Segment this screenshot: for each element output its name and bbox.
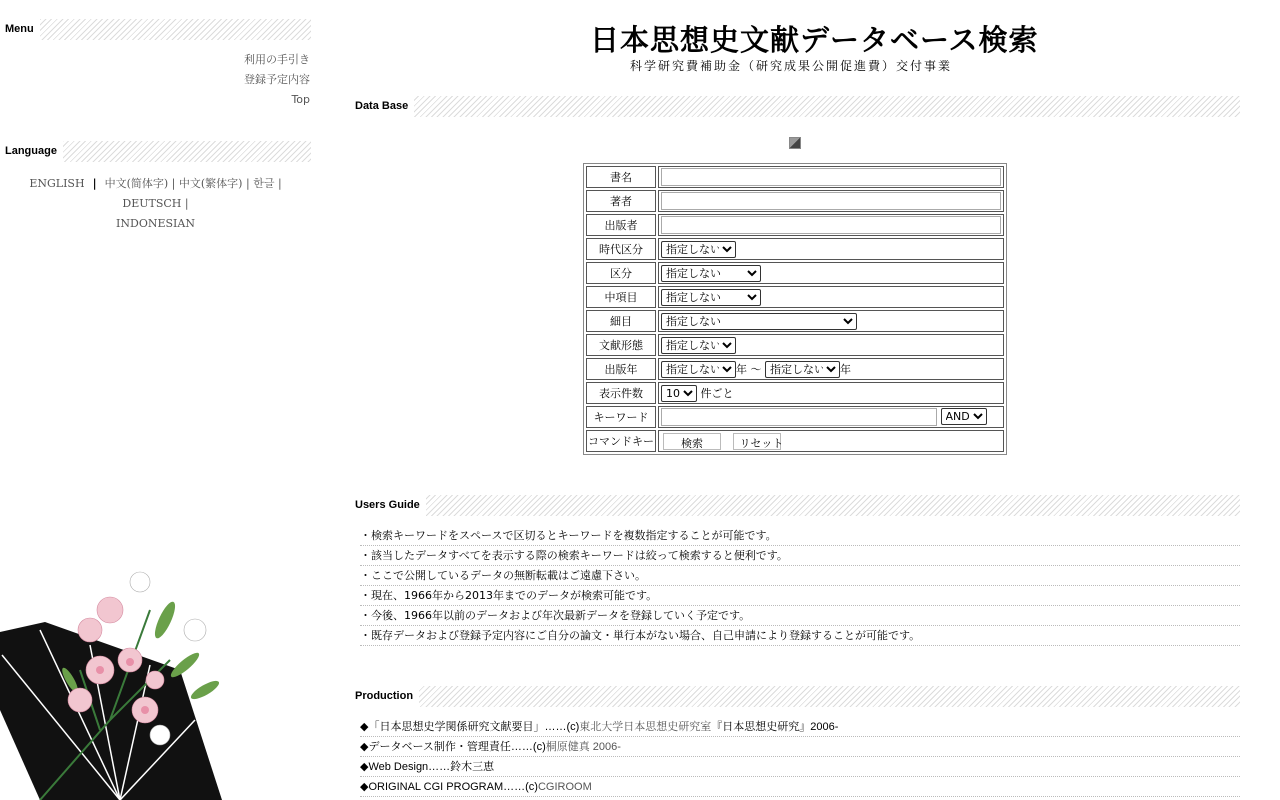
users-guide-list <box>360 526 1240 646</box>
list-item: ・既存データおよび登録予定内容にご自分の論文・単行本がない場合、自己申請により登録することが可能です。 <box>360 626 1240 646</box>
menu-links <box>0 50 311 110</box>
label-year: 出版年 <box>586 358 656 380</box>
cgiroom-link[interactable]: CGIROOM <box>537 781 592 793</box>
search-form: 書名 著者 出版者 時代区分 指定しない 区分 指定しない 中項目 指定しない 細目 指定しない 文献形態 指定しない 出版年 指定しない 年 〜 指定しない 年 表示件数 10 件ごと キーワード AND コマンドキー 検索 リセット <box>583 163 1007 455</box>
sidebar <box>0 19 311 234</box>
language-list: ENGLISH | 中文(简体字) | 中文(繁体字) | 한글 | DEUTSCH | INDONESIAN <box>29 177 282 230</box>
form-select[interactable] <box>661 337 736 354</box>
count-select[interactable] <box>661 385 697 402</box>
tohoku-lab-link[interactable]: 東北大学日本思想史研究室 <box>579 721 712 733</box>
menu-item-planned[interactable]: 登録予定内容 <box>244 73 310 86</box>
menu-item-guide[interactable]: 利用の手引き <box>244 53 310 66</box>
year-to-select[interactable] <box>765 361 840 378</box>
label-era: 時代区分 <box>586 238 656 260</box>
lang-chinese-simplified[interactable]: 中文(简体字) <box>104 177 169 190</box>
list-item: ・ここで公開しているデータの無断転載はご遠慮下さい。 <box>360 566 1240 586</box>
label-form: 文献形態 <box>586 334 656 356</box>
lang-chinese-traditional[interactable]: 中文(繁体字) <box>178 177 243 190</box>
broken-image-icon <box>789 137 801 149</box>
label-command: コマンドキー <box>586 430 656 452</box>
site-logo <box>350 0 1240 96</box>
main-content <box>350 0 1240 797</box>
list-item: ◆Web Design……鈴木三恵 <box>360 757 1240 777</box>
era-select[interactable] <box>661 241 736 258</box>
menu-header: Menu <box>0 19 311 40</box>
lang-deutsch[interactable]: DEUTSCH <box>122 197 182 210</box>
production-header: Production <box>350 686 1240 707</box>
search-button[interactable]: 検索 <box>663 433 721 450</box>
lang-indonesian[interactable]: INDONESIAN <box>116 217 195 230</box>
lang-english[interactable]: ENGLISH <box>29 177 85 190</box>
label-division: 区分 <box>586 262 656 284</box>
author-input[interactable] <box>661 192 1001 210</box>
label-middle: 中項目 <box>586 286 656 308</box>
list-item: ・該当したデータすべてを表示する際の検索キーワードは絞って検索すると便利です。 <box>360 546 1240 566</box>
list-item: ◆「日本思想史学関係研究文献要目」……(c)東北大学日本思想史研究室『日本思想史研究』2006- <box>360 717 1240 737</box>
list-item: ◆ORIGINAL CGI PROGRAM……(c)CGIROOM <box>360 777 1240 797</box>
publisher-input[interactable] <box>661 216 1001 234</box>
menu-item-top[interactable]: Top <box>291 93 310 106</box>
label-detail: 細目 <box>586 310 656 332</box>
label-count: 表示件数 <box>586 382 656 404</box>
users-guide-header: Users Guide <box>350 495 1240 516</box>
site-subtitle: 科学研究費補助金（研究成果公開促進費）交付事業 <box>630 59 953 73</box>
label-book: 書名 <box>586 166 656 188</box>
list-item: ・検索キーワードをスペースで区切るとキーワードを複数指定することが可能です。 <box>360 526 1240 546</box>
fan-flower-image <box>0 570 250 800</box>
reset-button[interactable]: リセット <box>733 433 781 450</box>
production-list <box>360 717 1240 797</box>
label-author: 著者 <box>586 190 656 212</box>
keyword-input[interactable] <box>661 408 937 426</box>
book-input[interactable] <box>661 168 1001 186</box>
lang-korean[interactable]: 한글 <box>253 177 275 190</box>
label-publisher: 出版者 <box>586 214 656 236</box>
list-item: ◆データベース制作・管理責任……(c)桐原健真 2006- <box>360 737 1240 757</box>
list-item: ・今後、1966年以前のデータおよび年次最新データを登録していく予定です。 <box>360 606 1240 626</box>
middle-select[interactable] <box>661 289 761 306</box>
kirihara-link[interactable]: 桐原健真 2006- <box>545 741 621 753</box>
and-or-select[interactable] <box>941 408 987 425</box>
year-from-select[interactable] <box>661 361 736 378</box>
division-select[interactable] <box>661 265 761 282</box>
language-header: Language <box>0 141 311 162</box>
label-keyword: キーワード <box>586 406 656 428</box>
detail-select[interactable] <box>661 313 857 330</box>
database-header: Data Base <box>350 96 1240 117</box>
list-item: ・現在、1966年から2013年までのデータが検索可能です。 <box>360 586 1240 606</box>
site-title: 日本思想史文献データベース検索 <box>590 23 1039 57</box>
